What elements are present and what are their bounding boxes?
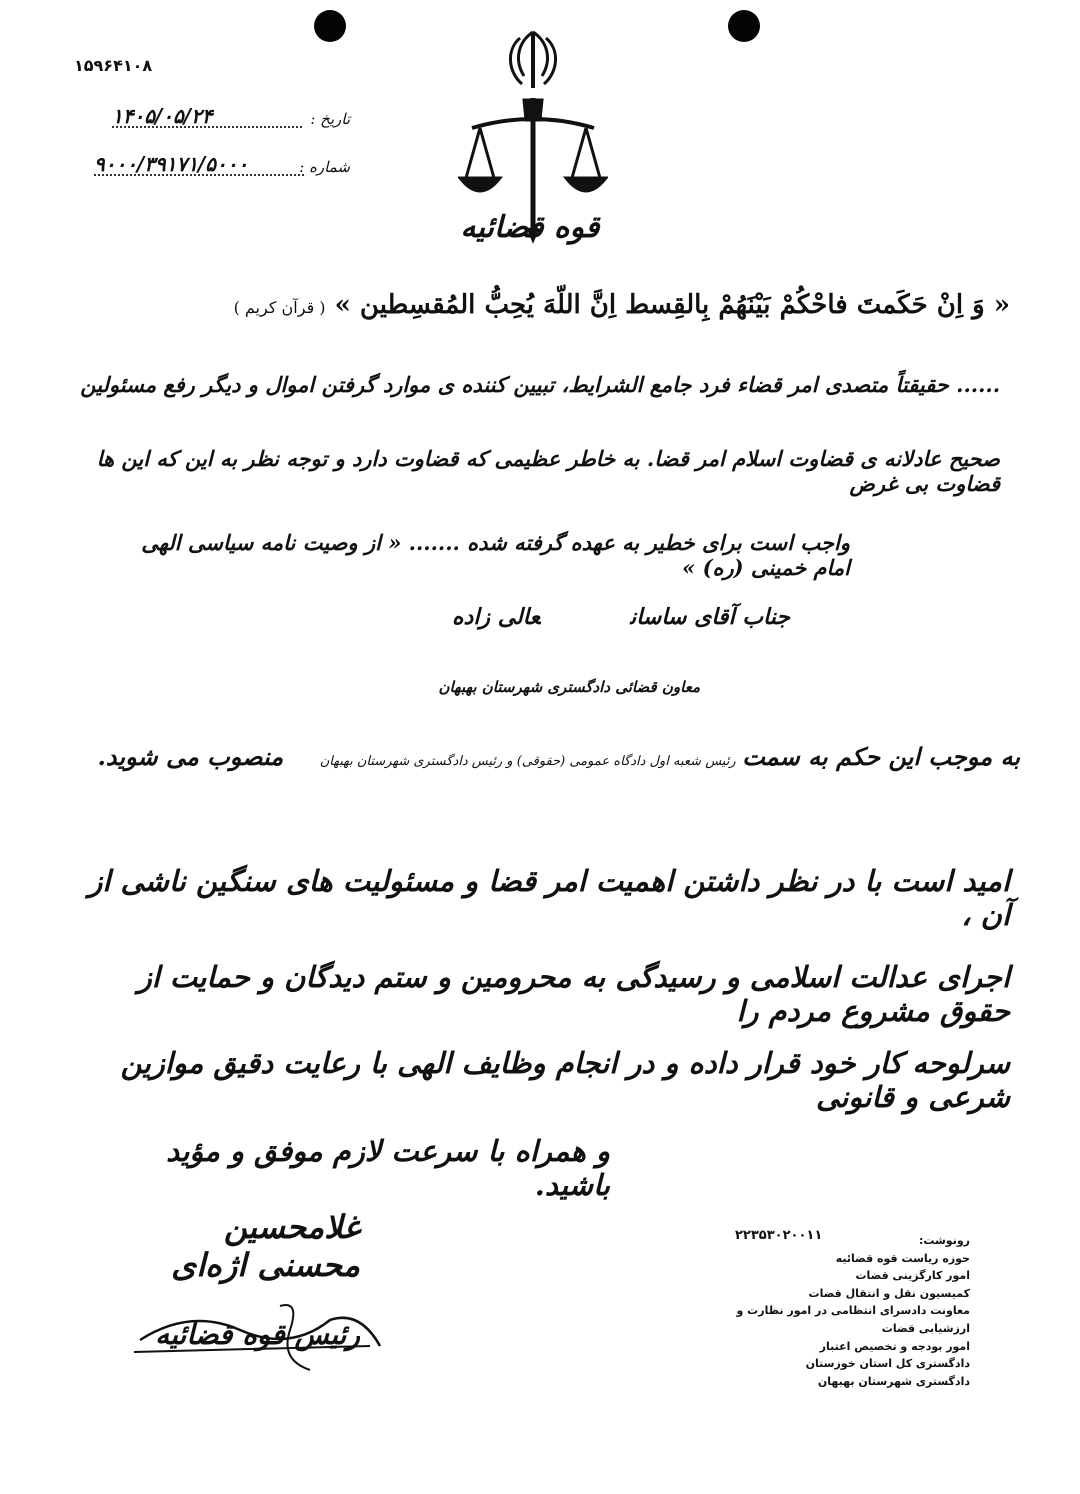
number-label: شماره : <box>299 158 350 176</box>
copies-reference: ۲۲۳۵۳۰۲۰۰۱۱ <box>735 1228 823 1243</box>
quote-line-2: صحیح عادلانه ی قضاوت اسلام امر قضا. به خاطر عظیمی که قضاوت دارد و توجه نظر به این که این ها قضاوت بی غرض <box>96 446 1000 496</box>
punch-hole-right <box>728 10 760 42</box>
document-id: ۱۵۹۶۴۱۰۸ <box>74 56 153 75</box>
decree-position: رئیس شعبه اول دادگاه عمومی (حقوقی) و رئیس دادگستری شهرستان بهبهان <box>319 754 736 769</box>
copies-item: حوزه ریاست قوه قضائیه <box>835 1251 970 1265</box>
copies-heading: رونوشت: <box>918 1234 970 1247</box>
quran-source: ( قرآن کریم ) <box>233 298 326 317</box>
body-line-3: سرلوحه کار خود قرار داده و در انجام وظایف الهی با رعایت دقیق موازین شرعی و قانونی <box>120 1046 1010 1114</box>
copies-item: دادگستری شهرستان بهبهان <box>817 1374 970 1388</box>
copies-list <box>720 1232 970 1390</box>
copies-item: امور کارگزینی قضات <box>855 1269 970 1283</box>
recipient-name <box>360 604 790 630</box>
copies-item: کمیسیون نقل و انتقال قضات <box>808 1286 970 1300</box>
body-line-4: و همراه با سرعت لازم موفق و مؤید باشید. <box>166 1134 610 1202</box>
body-line-1: امید است با در نظر داشتن اهمیت امر قضا و مسئولیت های سنگین ناشی از آن ، <box>88 864 1010 932</box>
quote-line-3: واجب است برای خطیر به عهده گرفته شده ....... « از وصیت نامه سیاسی الهی امام خمینی (ره) » <box>141 530 850 580</box>
emblem-caption: قوه قضائیه <box>460 210 600 245</box>
recipient-title: معاون قضائی دادگستری شهرستان بهبهان <box>438 678 700 696</box>
copies-item: دادگستری کل استان خوزستان <box>805 1357 970 1371</box>
date-underline <box>112 126 302 128</box>
date-value: ۱۴۰۵/۰۵/۲۴ <box>112 104 213 128</box>
copies-item: امور بودجه و تخصیص اعتبار <box>819 1339 970 1353</box>
copies-item: معاونت دادسرای انتظامی در امور نظارت و ارزشیابی قضات <box>736 1304 970 1335</box>
recipient-prefix: جناب آقای ساسان <box>630 604 790 630</box>
quote-line-1: ...... حقیقتاً متصدی امر قضاء فرد جامع الشرایط، تبیین کننده ی موارد گرفتن اموال و دیگر رفع مسئولین <box>80 372 1000 397</box>
quran-verse: « وَ اِنْ حَکَمتَ فاحْکُمْ بَیْنَهُمْ بِالقِسط اِنَّ اللّهَ یُحِبُّ المُقسِطین » <box>334 290 1010 320</box>
punch-hole-left <box>314 10 346 42</box>
signature-title: رئیس قوه قضائیه <box>155 1318 360 1351</box>
number-field <box>90 152 350 182</box>
recipient-surname: عالی زاده <box>452 604 541 630</box>
date-field <box>90 104 350 134</box>
number-underline <box>94 174 304 176</box>
decree-start: به موجب این حکم به سمت <box>742 742 1020 771</box>
decree-line <box>60 742 1020 771</box>
decree-end: منصوب می شوید. <box>97 742 284 771</box>
date-label: تاریخ : <box>310 110 350 128</box>
quran-verse-line <box>70 290 1010 320</box>
signature-name: غلامحسین محسنی اژه‌ای <box>171 1208 360 1284</box>
number-value: ۹۰۰۰/۳۹۱۷۱/۵۰۰۰ <box>94 152 249 176</box>
body-line-2: اجرای عدالت اسلامی و رسیدگی به محرومین و ستم دیدگان و حمایت از حقوق مشروع مردم را <box>137 960 1010 1028</box>
